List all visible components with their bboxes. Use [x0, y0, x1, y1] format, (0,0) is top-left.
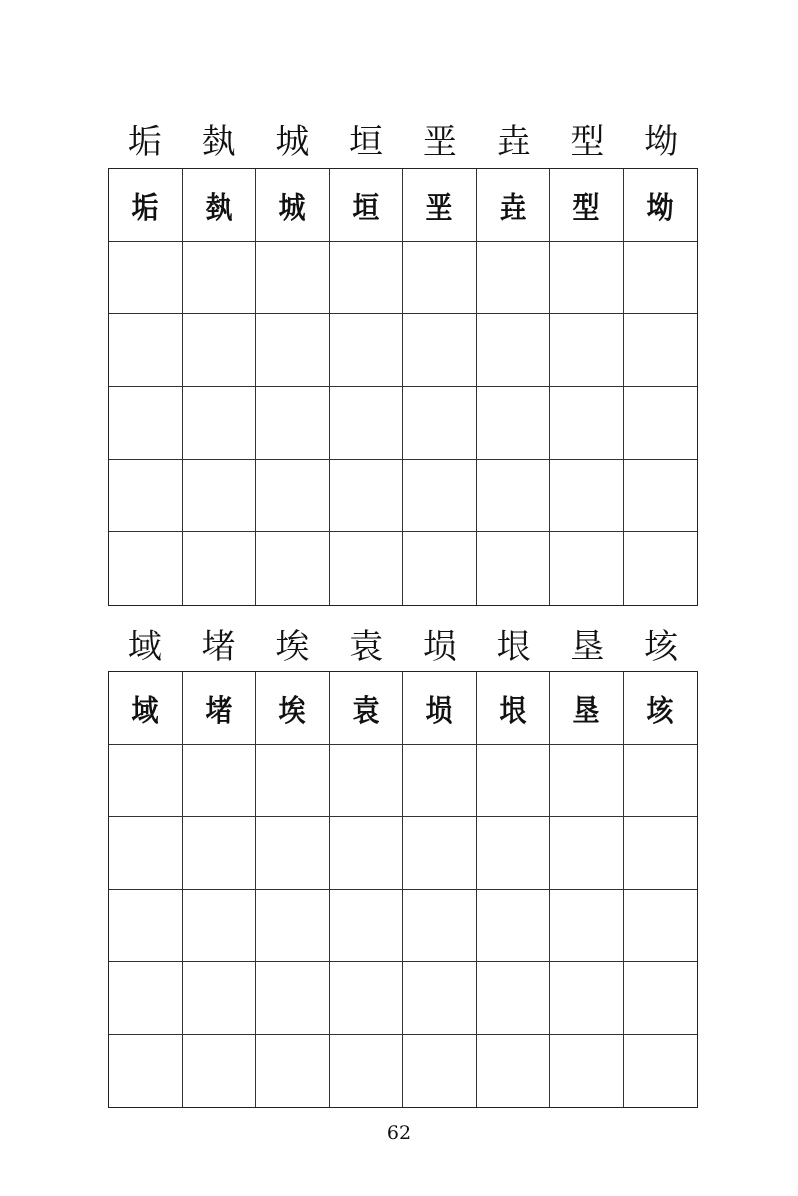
- glyph-cell: [330, 962, 404, 1035]
- glyph-cell: [183, 962, 257, 1035]
- seal-glyph: [419, 1049, 459, 1093]
- glyph-cell: [477, 242, 551, 315]
- glyph-cell: [109, 672, 183, 745]
- glyph-cell: [109, 817, 183, 890]
- glyph-cell: [109, 387, 183, 460]
- seal-glyph: [199, 401, 239, 445]
- glyph-cell: [550, 672, 624, 745]
- glyph-cell: [183, 890, 257, 963]
- seal-glyph: [125, 903, 165, 947]
- glyph-cell: [550, 169, 624, 242]
- bottom-glyph-table: [108, 671, 698, 1108]
- glyph-cell: [183, 387, 257, 460]
- seal-glyph: [640, 328, 680, 372]
- seal-glyph: [346, 328, 386, 372]
- seal-glyph: [566, 547, 606, 591]
- seal-glyph: 垚: [499, 190, 527, 226]
- seal-glyph: [640, 401, 680, 445]
- seal-glyph: [493, 473, 533, 517]
- seal-glyph: [272, 1049, 312, 1093]
- glyph-cell: [109, 890, 183, 963]
- glyph-cell: [624, 672, 698, 745]
- seal-glyph: 堵: [205, 693, 233, 729]
- glyph-cell: [403, 745, 477, 818]
- seal-glyph: [566, 976, 606, 1020]
- seal-glyph: [493, 1049, 533, 1093]
- seal-glyph: 型: [572, 190, 600, 226]
- glyph-cell: [624, 242, 698, 315]
- glyph-cell: [403, 672, 477, 745]
- glyph-cell: [183, 460, 257, 533]
- header-char: 垢: [127, 122, 162, 162]
- seal-glyph: [125, 1049, 165, 1093]
- glyph-cell: [109, 532, 183, 605]
- bottom-headers: [108, 617, 698, 677]
- glyph-cell: [256, 169, 330, 242]
- seal-glyph: [125, 473, 165, 517]
- glyph-cell: [330, 242, 404, 315]
- seal-glyph: [346, 255, 386, 299]
- seal-glyph: [272, 903, 312, 947]
- glyph-cell: [477, 672, 551, 745]
- glyph-cell: [403, 817, 477, 890]
- seal-glyph: [640, 903, 680, 947]
- seal-glyph: [640, 473, 680, 517]
- top-glyph-table: [108, 168, 698, 606]
- seal-glyph: [199, 547, 239, 591]
- seal-glyph: [125, 831, 165, 875]
- glyph-cell: [403, 387, 477, 460]
- glyph-cell: [330, 460, 404, 533]
- glyph-cell: [624, 1035, 698, 1108]
- glyph-cell: [550, 532, 624, 605]
- seal-glyph: [566, 255, 606, 299]
- header-char: 垦: [570, 627, 605, 667]
- glyph-cell: [477, 169, 551, 242]
- glyph-cell: [183, 1035, 257, 1108]
- top-headers: [108, 112, 698, 172]
- seal-glyph: 垢: [131, 190, 159, 226]
- seal-glyph: [493, 903, 533, 947]
- glyph-cell: [183, 314, 257, 387]
- glyph-cell: [477, 460, 551, 533]
- glyph-cell: [256, 962, 330, 1035]
- header-char: 埃: [275, 627, 310, 667]
- glyph-cell: [109, 745, 183, 818]
- header-char: 型: [570, 122, 605, 162]
- glyph-cell: [256, 242, 330, 315]
- seal-glyph: [419, 401, 459, 445]
- seal-glyph: [346, 473, 386, 517]
- header-char: 袁: [349, 627, 384, 667]
- glyph-cell: [330, 890, 404, 963]
- seal-glyph: 埙: [425, 693, 453, 729]
- seal-glyph: [272, 328, 312, 372]
- glyph-cell: [624, 817, 698, 890]
- seal-glyph: [346, 903, 386, 947]
- glyph-cell: [183, 672, 257, 745]
- seal-glyph: [272, 758, 312, 802]
- seal-glyph: [199, 758, 239, 802]
- glyph-cell: [624, 890, 698, 963]
- glyph-cell: [477, 314, 551, 387]
- header-char: 城: [275, 122, 310, 162]
- glyph-cell: [403, 314, 477, 387]
- glyph-cell: [477, 817, 551, 890]
- glyph-cell: [550, 387, 624, 460]
- seal-glyph: [493, 255, 533, 299]
- glyph-cell: [403, 242, 477, 315]
- seal-glyph: [566, 401, 606, 445]
- seal-glyph: [272, 547, 312, 591]
- seal-glyph: [493, 831, 533, 875]
- seal-glyph: 袁: [352, 693, 380, 729]
- glyph-cell: [477, 745, 551, 818]
- seal-glyph: [272, 473, 312, 517]
- glyph-cell: [183, 242, 257, 315]
- seal-glyph: [199, 903, 239, 947]
- glyph-cell: [403, 962, 477, 1035]
- seal-glyph: [125, 401, 165, 445]
- header-char: 坳: [644, 122, 679, 162]
- glyph-cell: [256, 1035, 330, 1108]
- glyph-cell: [550, 817, 624, 890]
- header-char: 垣: [349, 122, 384, 162]
- glyph-cell: [256, 460, 330, 533]
- glyph-cell: [109, 314, 183, 387]
- glyph-cell: [550, 460, 624, 533]
- glyph-cell: [403, 1035, 477, 1108]
- seal-glyph: [566, 328, 606, 372]
- glyph-cell: [109, 242, 183, 315]
- seal-glyph: [272, 401, 312, 445]
- seal-glyph: [125, 758, 165, 802]
- glyph-cell: [477, 387, 551, 460]
- glyph-cell: [624, 169, 698, 242]
- glyph-cell: [330, 672, 404, 745]
- seal-glyph: [493, 328, 533, 372]
- seal-glyph: 垓: [646, 693, 674, 729]
- header-char: 垓: [644, 627, 679, 667]
- glyph-cell: [183, 745, 257, 818]
- glyph-cell: [256, 672, 330, 745]
- seal-glyph: [199, 255, 239, 299]
- glyph-cell: [109, 1035, 183, 1108]
- seal-glyph: 域: [131, 693, 159, 729]
- glyph-cell: [477, 890, 551, 963]
- glyph-cell: [256, 314, 330, 387]
- glyph-cell: [550, 890, 624, 963]
- glyph-cell: [256, 890, 330, 963]
- header-char: 垠: [496, 627, 531, 667]
- seal-glyph: [199, 328, 239, 372]
- seal-glyph: 城: [278, 190, 306, 226]
- seal-glyph: [419, 976, 459, 1020]
- glyph-cell: [109, 460, 183, 533]
- seal-glyph: [346, 1049, 386, 1093]
- seal-glyph: [346, 547, 386, 591]
- glyph-cell: [183, 817, 257, 890]
- seal-glyph: [125, 976, 165, 1020]
- glyph-cell: [477, 532, 551, 605]
- glyph-cell: [403, 169, 477, 242]
- seal-glyph: 垣: [352, 190, 380, 226]
- glyph-cell: [477, 1035, 551, 1108]
- seal-glyph: [566, 473, 606, 517]
- seal-glyph: [640, 547, 680, 591]
- seal-glyph: 垦: [572, 693, 600, 729]
- seal-glyph: [346, 758, 386, 802]
- seal-glyph: [493, 547, 533, 591]
- seal-glyph: [125, 328, 165, 372]
- glyph-cell: [256, 387, 330, 460]
- seal-glyph: 垠: [499, 693, 527, 729]
- glyph-cell: [330, 387, 404, 460]
- glyph-cell: [403, 532, 477, 605]
- glyph-cell: [550, 962, 624, 1035]
- seal-glyph: [125, 255, 165, 299]
- seal-glyph: [419, 547, 459, 591]
- seal-glyph: [272, 976, 312, 1020]
- seal-glyph: [640, 976, 680, 1020]
- seal-glyph: [419, 831, 459, 875]
- seal-glyph: 垩: [425, 190, 453, 226]
- header-char: 垩: [422, 122, 457, 162]
- glyph-cell: [330, 1035, 404, 1108]
- glyph-cell: [624, 314, 698, 387]
- seal-glyph: [419, 473, 459, 517]
- page-number: 62: [386, 1122, 412, 1144]
- glyph-cell: [256, 817, 330, 890]
- seal-glyph: [640, 255, 680, 299]
- glyph-cell: [550, 1035, 624, 1108]
- header-char: 堵: [201, 627, 236, 667]
- seal-glyph: 埃: [278, 693, 306, 729]
- seal-glyph: [346, 976, 386, 1020]
- seal-glyph: [419, 328, 459, 372]
- seal-glyph: [640, 758, 680, 802]
- seal-glyph: [199, 473, 239, 517]
- glyph-cell: [256, 532, 330, 605]
- glyph-cell: [256, 745, 330, 818]
- glyph-cell: [477, 962, 551, 1035]
- seal-glyph: [493, 401, 533, 445]
- header-char: 垚: [496, 122, 531, 162]
- seal-glyph: [566, 903, 606, 947]
- header-char: 埙: [422, 627, 457, 667]
- seal-glyph: [272, 831, 312, 875]
- glyph-cell: [330, 314, 404, 387]
- glyph-cell: [109, 962, 183, 1035]
- seal-glyph: [566, 758, 606, 802]
- glyph-cell: [330, 745, 404, 818]
- glyph-cell: [624, 532, 698, 605]
- seal-glyph: [419, 903, 459, 947]
- glyph-cell: [330, 532, 404, 605]
- glyph-cell: [183, 532, 257, 605]
- glyph-cell: [330, 817, 404, 890]
- seal-glyph: [272, 255, 312, 299]
- glyph-cell: [330, 169, 404, 242]
- glyph-cell: [624, 460, 698, 533]
- glyph-cell: [624, 387, 698, 460]
- seal-glyph: [493, 758, 533, 802]
- seal-glyph: [419, 758, 459, 802]
- glyph-cell: [624, 962, 698, 1035]
- seal-glyph: [346, 831, 386, 875]
- seal-glyph: 埶: [205, 190, 233, 226]
- glyph-cell: [183, 169, 257, 242]
- seal-glyph: 坳: [646, 190, 674, 226]
- glyph-cell: [403, 460, 477, 533]
- header-char: 埶: [201, 122, 236, 162]
- seal-glyph: [199, 831, 239, 875]
- glyph-cell: [403, 890, 477, 963]
- header-char: 域: [127, 627, 162, 667]
- seal-glyph: [346, 401, 386, 445]
- seal-glyph: [199, 1049, 239, 1093]
- seal-glyph: [493, 976, 533, 1020]
- glyph-cell: [550, 745, 624, 818]
- seal-glyph: [566, 1049, 606, 1093]
- seal-glyph: [566, 831, 606, 875]
- seal-glyph: [199, 976, 239, 1020]
- glyph-cell: [624, 745, 698, 818]
- seal-glyph: [640, 831, 680, 875]
- seal-glyph: [640, 1049, 680, 1093]
- seal-glyph: [419, 255, 459, 299]
- glyph-cell: [550, 242, 624, 315]
- glyph-cell: [109, 169, 183, 242]
- seal-glyph: [125, 547, 165, 591]
- glyph-cell: [550, 314, 624, 387]
